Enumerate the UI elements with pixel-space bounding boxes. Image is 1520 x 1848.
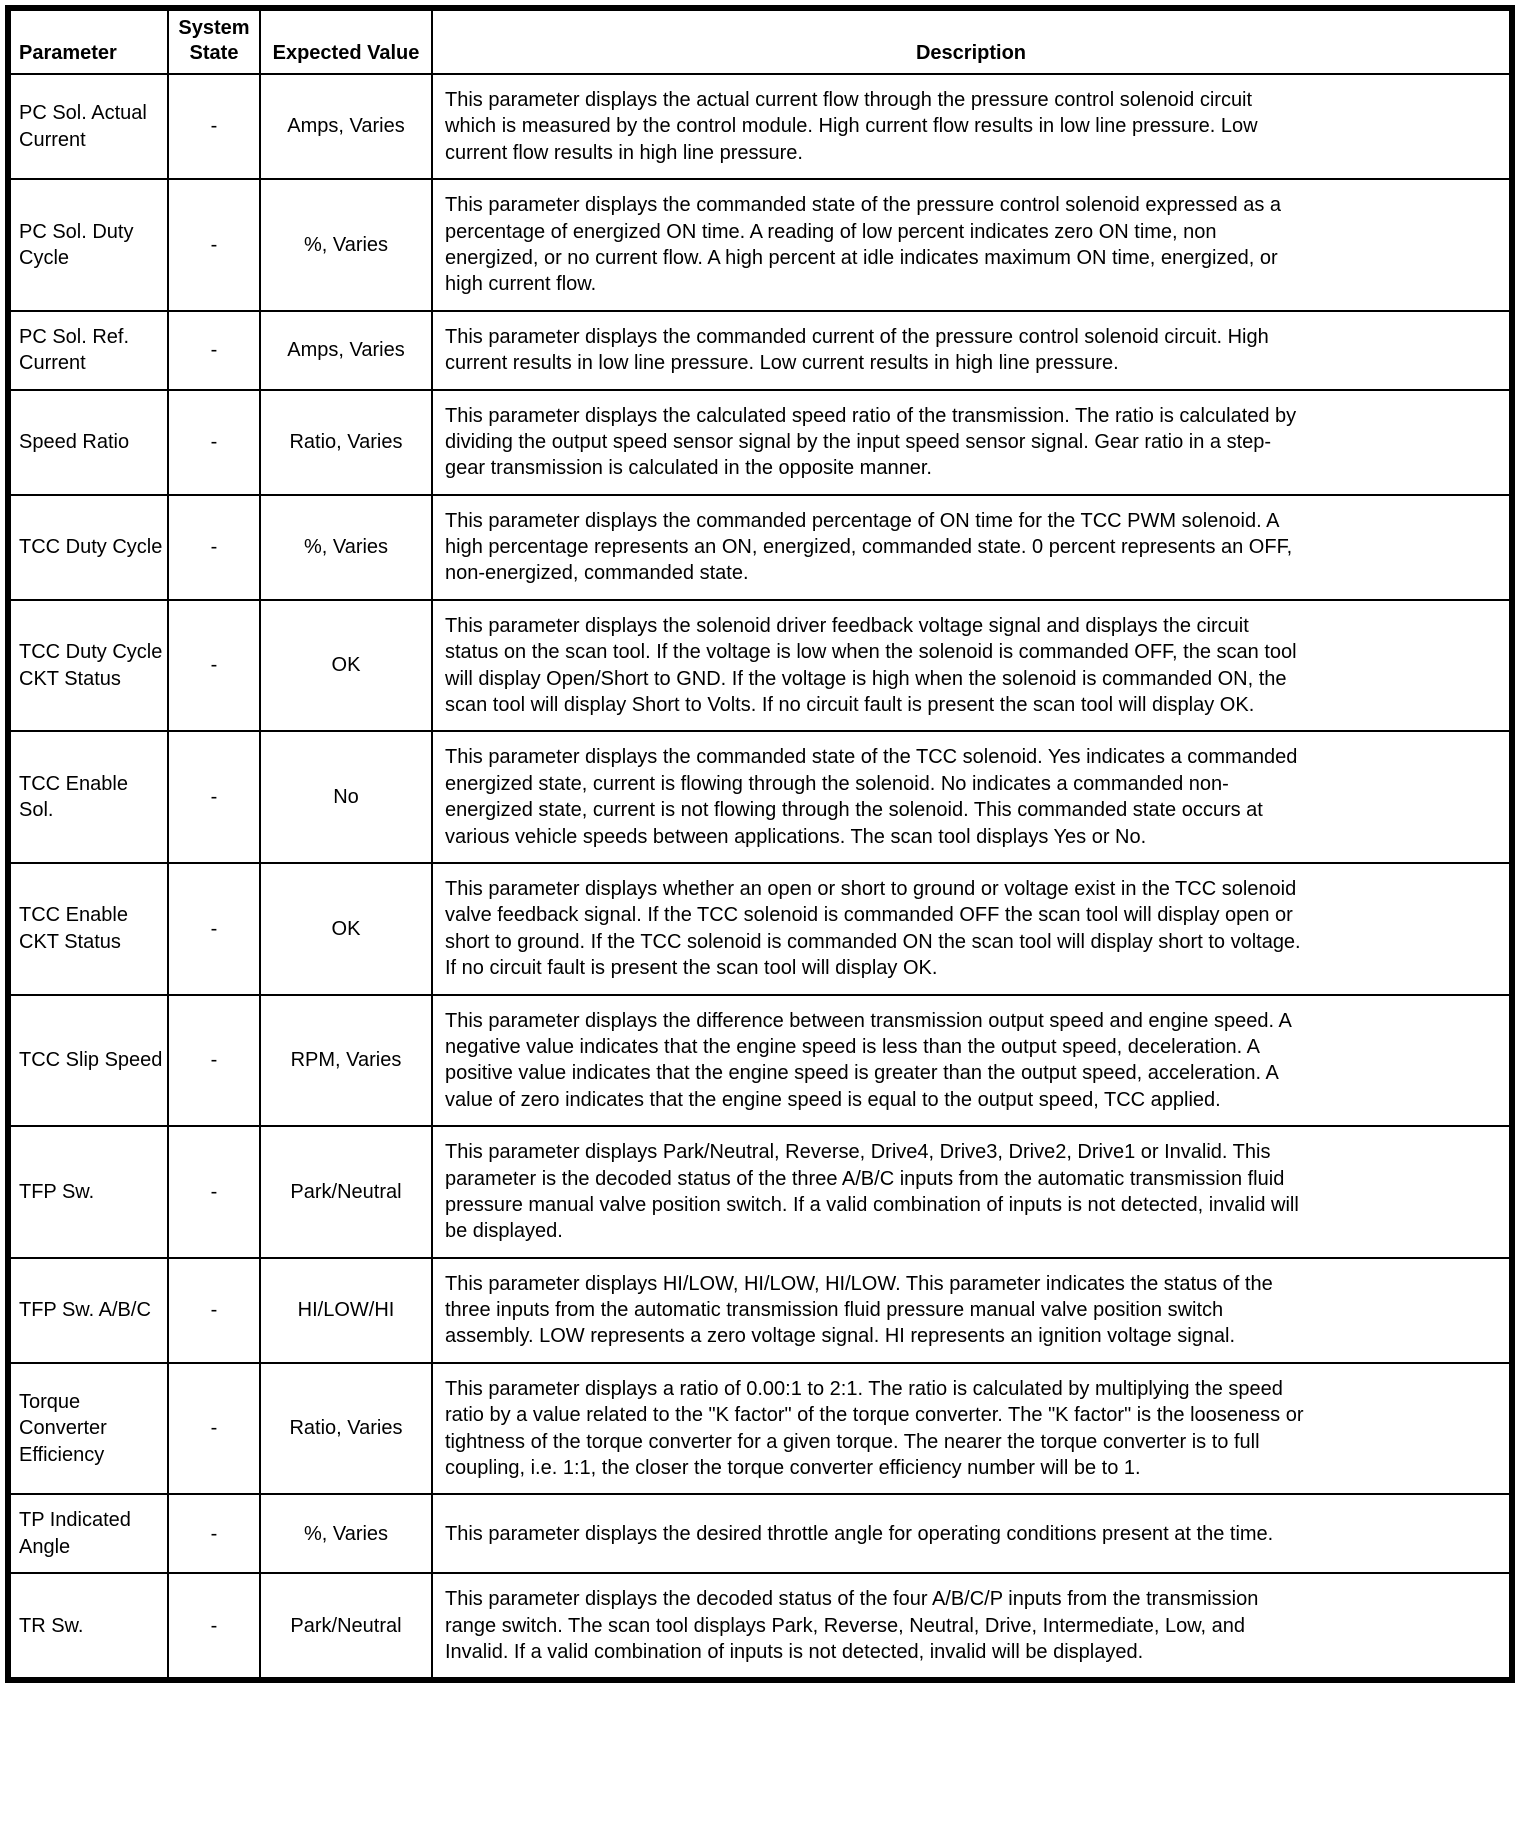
description-cell: This parameter displays whether an open or short to ground or voltage exist in the TCC solenoid valve feedback signal. If the TCC solenoid is commanded OFF the scan tool will display open or short to ground. If the TCC solenoid is commanded ON the scan tool will display short to voltage. If no circuit fault is present the scan tool will display OK.: [432, 863, 1512, 995]
expected-value-cell: Ratio, Varies: [260, 1363, 432, 1495]
table-row: [8, 495, 1512, 600]
description-cell: This parameter displays the commanded state of the pressure control solenoid expressed as a percentage of energized ON time. A reading of low percent indicates zero ON time, non energized, or no current flow. A high percent at idle indicates maximum ON time, energized, or high current flow.: [432, 179, 1512, 311]
table-row: [8, 1126, 1512, 1258]
expected-value-cell: %, Varies: [260, 495, 432, 600]
description-cell: This parameter displays a ratio of 0.00:1 to 2:1. The ratio is calculated by multiplying the speed ratio by a value related to the "K factor" of the torque converter. The "K factor" is the looseness or tightness of the torque converter for a given torque. The nearer the torque converter is to full coupling, i.e. 1:1, the closer the torque converter efficiency number will be to 1.: [432, 1363, 1512, 1495]
table-row: [8, 1573, 1512, 1680]
column-header-parameter: Parameter: [8, 8, 168, 74]
parameter-cell: TFP Sw.: [8, 1126, 168, 1258]
expected-value-cell: Ratio, Varies: [260, 390, 432, 495]
system-state-cell: -: [168, 495, 260, 600]
table-row: [8, 1363, 1512, 1495]
system-state-cell: -: [168, 1126, 260, 1258]
expected-value-cell: RPM, Varies: [260, 995, 432, 1127]
expected-value-cell: OK: [260, 863, 432, 995]
system-state-cell: -: [168, 74, 260, 179]
description-cell: This parameter displays the desired throttle angle for operating conditions present at the time.: [432, 1494, 1512, 1573]
system-state-cell: -: [168, 1258, 260, 1363]
expected-value-cell: No: [260, 731, 432, 863]
table-row: [8, 731, 1512, 863]
description-cell: This parameter displays the actual current flow through the pressure control solenoid circuit which is measured by the control module. High current flow results in low line pressure. Low current flow results in high line pressure.: [432, 74, 1512, 179]
table-row: [8, 1258, 1512, 1363]
system-state-cell: -: [168, 731, 260, 863]
table-header: [8, 8, 1512, 74]
table-row: [8, 1494, 1512, 1573]
table-row: [8, 179, 1512, 311]
parameter-cell: TFP Sw. A/B/C: [8, 1258, 168, 1363]
parameter-cell: TCC Slip Speed: [8, 995, 168, 1127]
description-cell: This parameter displays the decoded status of the four A/B/C/P inputs from the transmission range switch. The scan tool displays Park, Reverse, Neutral, Drive, Intermediate, Low, and Invalid. If a valid combination of inputs is not detected, invalid will be displayed.: [432, 1573, 1512, 1680]
parameter-cell: PC Sol. Actual Current: [8, 74, 168, 179]
description-cell: This parameter displays the calculated speed ratio of the transmission. The ratio is calculated by dividing the output speed sensor signal by the input speed sensor signal. Gear ratio in a step-gear transmission is calculated in the opposite manner.: [432, 390, 1512, 495]
expected-value-cell: Amps, Varies: [260, 74, 432, 179]
system-state-cell: -: [168, 600, 260, 732]
parameter-table: [5, 5, 1515, 1683]
parameter-cell: PC Sol. Ref. Current: [8, 311, 168, 390]
expected-value-cell: HI/LOW/HI: [260, 1258, 432, 1363]
column-header-description: Description: [432, 8, 1512, 74]
expected-value-cell: OK: [260, 600, 432, 732]
table-row: [8, 74, 1512, 179]
parameter-cell: TP Indicated Angle: [8, 1494, 168, 1573]
table-row: [8, 600, 1512, 732]
description-cell: This parameter displays the commanded current of the pressure control solenoid circuit. High current results in low line pressure. Low current results in high line pressure.: [432, 311, 1512, 390]
parameter-cell: TCC Enable CKT Status: [8, 863, 168, 995]
system-state-cell: -: [168, 995, 260, 1127]
parameter-cell: TR Sw.: [8, 1573, 168, 1680]
system-state-cell: -: [168, 179, 260, 311]
system-state-cell: -: [168, 311, 260, 390]
expected-value-cell: Park/Neutral: [260, 1126, 432, 1258]
expected-value-cell: %, Varies: [260, 179, 432, 311]
description-cell: This parameter displays Park/Neutral, Reverse, Drive4, Drive3, Drive2, Drive1 or Invalid. This parameter is the decoded status of the three A/B/C inputs from the automatic transmission fluid pressure manual valve position switch. If a valid combination of inputs is not detected, invalid will be displayed.: [432, 1126, 1512, 1258]
column-header-system-state: System State: [168, 8, 260, 74]
table-row: [8, 311, 1512, 390]
system-state-cell: -: [168, 863, 260, 995]
system-state-cell: -: [168, 1363, 260, 1495]
table-row: [8, 390, 1512, 495]
description-cell: This parameter displays the commanded percentage of ON time for the TCC PWM solenoid. A high percentage represents an ON, energized, commanded state. 0 percent represents an OFF, non-energized, commanded state.: [432, 495, 1512, 600]
description-cell: This parameter displays the difference between transmission output speed and engine speed. A negative value indicates that the engine speed is less than the output speed, deceleration. A positive value indicates that the engine speed is greater than the output speed, acceleration. A value of zero indicates that the engine speed is equal to the output speed, TCC applied.: [432, 995, 1512, 1127]
expected-value-cell: Amps, Varies: [260, 311, 432, 390]
system-state-cell: -: [168, 1573, 260, 1680]
description-cell: This parameter displays the solenoid driver feedback voltage signal and displays the circuit status on the scan tool. If the voltage is low when the solenoid is commanded OFF, the scan tool will display Open/Short to GND. If the voltage is high when the solenoid is commanded ON, the scan tool will display Short to Volts. If no circuit fault is present the scan tool will display OK.: [432, 600, 1512, 732]
expected-value-cell: %, Varies: [260, 1494, 432, 1573]
header-row: [8, 8, 1512, 74]
parameter-cell: TCC Duty Cycle CKT Status: [8, 600, 168, 732]
parameter-cell: Torque Converter Efficiency: [8, 1363, 168, 1495]
parameter-cell: TCC Duty Cycle: [8, 495, 168, 600]
description-cell: This parameter displays the commanded state of the TCC solenoid. Yes indicates a commanded energized state, current is flowing through the solenoid. No indicates a commanded non-energized state, current is not flowing through the solenoid. This commanded state occurs at various vehicle speeds between applications. The scan tool displays Yes or No.: [432, 731, 1512, 863]
description-cell: This parameter displays HI/LOW, HI/LOW, HI/LOW. This parameter indicates the status of the three inputs from the automatic transmission fluid pressure manual valve position switch assembly. LOW represents a zero voltage signal. HI represents an ignition voltage signal.: [432, 1258, 1512, 1363]
column-header-expected-value: Expected Value: [260, 8, 432, 74]
system-state-cell: -: [168, 390, 260, 495]
parameter-cell: Speed Ratio: [8, 390, 168, 495]
parameter-cell: TCC Enable Sol.: [8, 731, 168, 863]
table-body: [8, 74, 1512, 1680]
expected-value-cell: Park/Neutral: [260, 1573, 432, 1680]
table-row: [8, 863, 1512, 995]
table-row: [8, 995, 1512, 1127]
system-state-cell: -: [168, 1494, 260, 1573]
parameter-cell: PC Sol. Duty Cycle: [8, 179, 168, 311]
